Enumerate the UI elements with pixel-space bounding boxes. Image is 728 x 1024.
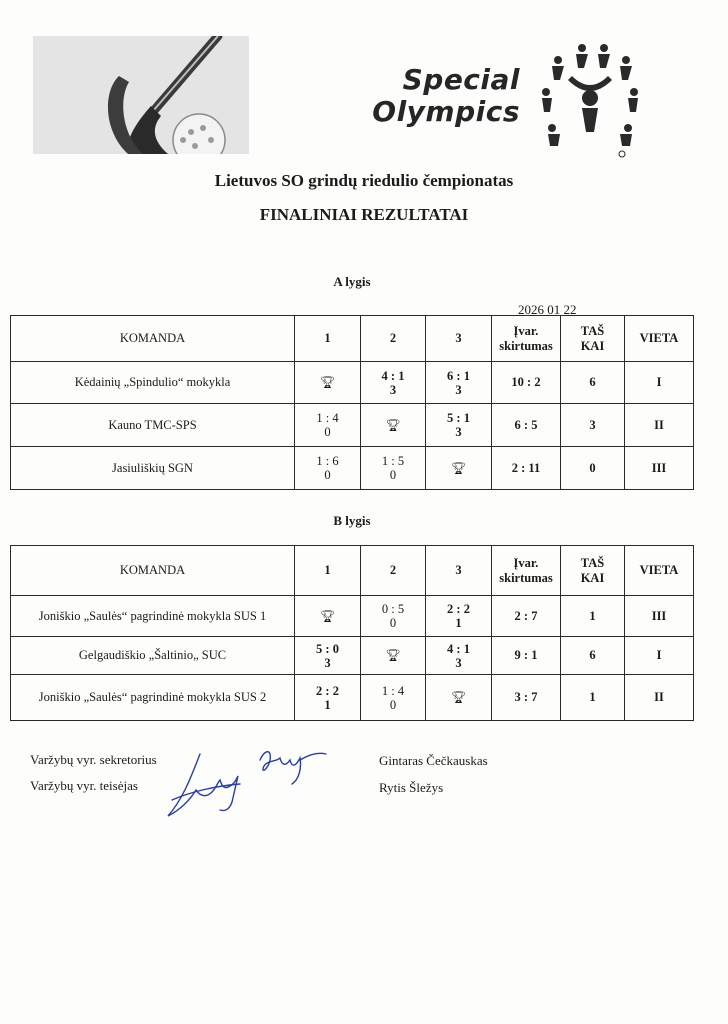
match-result: 6 : 1 3 — [426, 362, 492, 404]
level-a-results-table — [10, 315, 694, 490]
goal-difference: 10 : 2 — [492, 362, 561, 404]
header-match-1: 1 — [295, 316, 361, 362]
match-result: 5 : 1 3 — [426, 404, 492, 447]
results-subtitle: FINALINIAI REZULTATAI — [259, 205, 469, 224]
goal-difference: 2 : 7 — [492, 596, 561, 637]
place: I — [625, 637, 694, 675]
judge-role: Varžybų vyr. teisėjas — [30, 778, 138, 793]
header-diff-line-1: Įvar. — [513, 323, 539, 338]
level-a-title: A lygis — [333, 274, 371, 289]
header-points-line-1: TAŠ — [580, 555, 605, 570]
header-points-line-2: KAI — [580, 570, 605, 585]
table-header-row — [11, 316, 694, 362]
goal-difference: 6 : 5 — [492, 404, 561, 447]
match-result: 1 : 6 0 — [295, 447, 361, 490]
match-result: 0 : 5 0 — [361, 596, 426, 637]
points: 1 — [561, 675, 625, 721]
header-diff-line-2: skirtumas — [499, 338, 553, 353]
points: 0 — [561, 447, 625, 490]
points: 3 — [561, 404, 625, 447]
trophy-icon: 🏆︎ — [295, 362, 361, 404]
trophy-icon: 🏆︎ — [361, 637, 426, 675]
header-match-2: 2 — [361, 546, 426, 596]
header-match-1: 1 — [295, 546, 361, 596]
trophy-icon: 🏆︎ — [426, 675, 492, 721]
team-name: Joniškio „Saulės“ pagrindinė mokykla SUS 1 — [11, 596, 295, 637]
match-result: 2 : 2 1 — [295, 675, 361, 721]
trophy-icon: 🏆︎ — [426, 447, 492, 490]
special-olympics-logo-icon — [538, 40, 642, 160]
header-goal-difference — [492, 316, 561, 362]
level-b-results-table — [10, 545, 694, 721]
table-row — [11, 447, 694, 490]
header-points-line-2: KAI — [580, 338, 605, 353]
header-match-3: 3 — [426, 316, 492, 362]
header-team: KOMANDA — [11, 316, 295, 362]
header-points — [561, 316, 625, 362]
header-place: VIETA — [625, 546, 694, 596]
date: 2026 01 22 — [518, 302, 577, 317]
header-match-2: 2 — [361, 316, 426, 362]
secretary-role: Varžybų vyr. sekretorius — [30, 752, 157, 767]
place: III — [625, 596, 694, 637]
header-diff-line-1: Įvar. — [513, 555, 539, 570]
match-result: 5 : 0 3 — [295, 637, 361, 675]
goal-difference: 2 : 11 — [492, 447, 561, 490]
match-result: 4 : 1 3 — [361, 362, 426, 404]
handwritten-signatures — [160, 740, 360, 830]
place: II — [625, 675, 694, 721]
table-row — [11, 637, 694, 675]
level-b-title: B lygis — [333, 513, 371, 528]
header-diff-line-2: skirtumas — [499, 570, 553, 585]
points: 1 — [561, 596, 625, 637]
secretary-name: Gintaras Čečkauskas — [379, 753, 488, 768]
team-name: Jasiuliškių SGN — [11, 447, 295, 490]
special-olympics-wordmark — [340, 64, 520, 128]
match-result: 1 : 4 0 — [295, 404, 361, 447]
points: 6 — [561, 637, 625, 675]
goal-difference: 3 : 7 — [492, 675, 561, 721]
header-points-line-1: TAŠ — [580, 323, 605, 338]
header-place: VIETA — [625, 316, 694, 362]
logo-line-2: Olympics — [372, 95, 520, 128]
place: I — [625, 362, 694, 404]
team-name: Gelgaudiškio „Šaltinio„ SUC — [11, 637, 295, 675]
match-result: 1 : 5 0 — [361, 447, 426, 490]
floorball-photo — [33, 36, 249, 154]
trophy-icon: 🏆︎ — [361, 404, 426, 447]
table-row — [11, 362, 694, 404]
goal-difference: 9 : 1 — [492, 637, 561, 675]
table-header-row — [11, 546, 694, 596]
team-name: Joniškio „Saulės“ pagrindinė mokykla SUS 2 — [11, 675, 295, 721]
table-row — [11, 675, 694, 721]
match-result: 1 : 4 0 — [361, 675, 426, 721]
logo-line-1: Special — [402, 63, 520, 96]
judge-name: Rytis Šležys — [379, 780, 444, 795]
team-name: Kauno TMC-SPS — [11, 404, 295, 447]
points: 6 — [561, 362, 625, 404]
header-points — [561, 546, 625, 596]
floorball-stick-image — [33, 36, 249, 154]
team-name: Kėdainių „Spindulio“ mokykla — [11, 362, 295, 404]
header-match-3: 3 — [426, 546, 492, 596]
table-row — [11, 404, 694, 447]
header-team: KOMANDA — [11, 546, 295, 596]
match-result: 2 : 2 1 — [426, 596, 492, 637]
place: II — [625, 404, 694, 447]
match-result: 4 : 1 3 — [426, 637, 492, 675]
place: III — [625, 447, 694, 490]
table-row — [11, 596, 694, 637]
championship-title: Lietuvos SO grindų riedulio čempionatas — [214, 171, 514, 190]
trophy-icon: 🏆︎ — [295, 596, 361, 637]
header-goal-difference — [492, 546, 561, 596]
